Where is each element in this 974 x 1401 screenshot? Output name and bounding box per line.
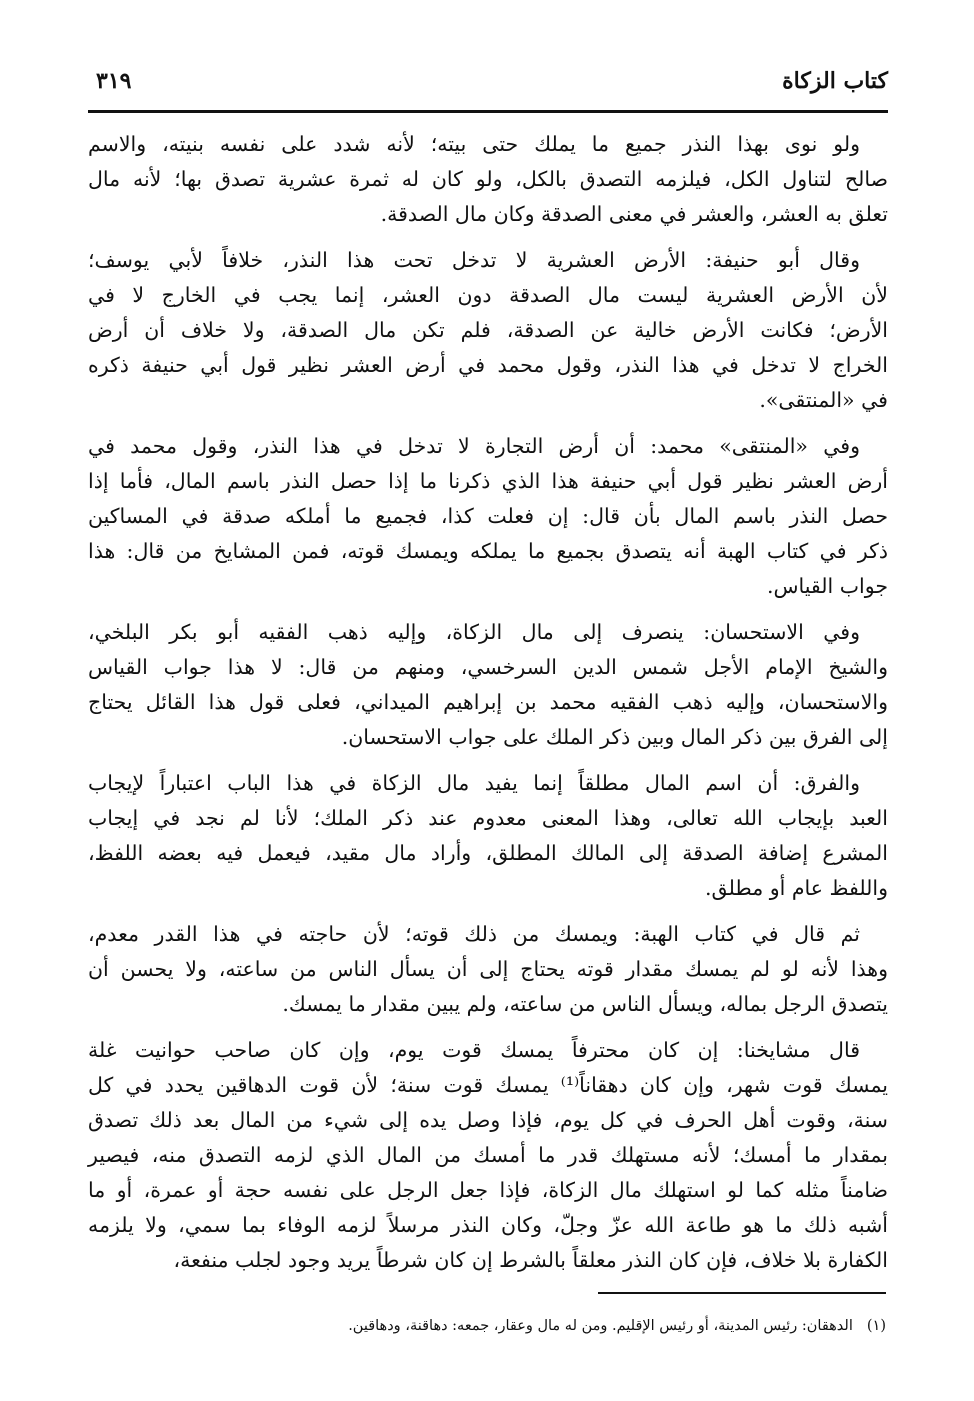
text-line: ضامناً مثله كما لو استهلك مال الزكاة، فإذا جعل الرجل على نفسه حجة أو عمرة، أو ما (88, 1178, 888, 1202)
page-header (88, 66, 888, 113)
footnote (348, 1318, 886, 1334)
text-line: حصل النذر باسم المال بأن قال: إن فعلت كذا، فجميع ما أملكه صدقة في المساكين (88, 504, 888, 528)
text-line: المشرع إضافة الصدقة إلى المالك المطلق، وأراد مال مقيد، فيعمل فيه بعضه اللفظ، (88, 841, 888, 865)
paragraph (88, 127, 888, 232)
text-line: تعلق به العشر، والعشر في معنى الصدقة وكان مال الصدقة. (380, 202, 888, 226)
text-line: واللفظ عام أو مطلق. (705, 876, 888, 900)
text-line: ثم قال في كتاب الهبة: ويمسك من ذلك قوته؛ لأن حاجته في هذا القدر معدم، (88, 922, 860, 946)
footnote-divider (598, 1292, 886, 1294)
text-line: إلى الفرق بين ذكر المال وبين ذكر الملك على جواب الاستحسان. (341, 725, 888, 749)
paragraph (88, 429, 888, 604)
text-line: يتصدق الرجل بماله، ويسأل الناس من ساعته، ولم يبين مقدار ما يمسك. (282, 992, 888, 1016)
text-line: والاستحسان، وإليه ذهب الفقيه محمد بن إبراهيم الميداني، فعلى قول هذا القائل يحتاج (88, 690, 888, 714)
page-body (88, 127, 888, 1289)
text-line: أشبه ذلك ما هو طاعة الله عزّ وجلّ، وكان النذر مرسلاً لزمه الوفاء بما سمي، ولا يلزمه (88, 1213, 888, 1237)
text-line: صالح لتناول الكل، فيلزمه التصدق بالكل، ولو كان له ثمرة عشرية تصدق بها؛ لأنه مال (88, 167, 888, 191)
text-line: بمقدار ما أمسك؛ لأنه مستهلك قدر ما أمسك من المال الذي لزمه التصدق منه، فيصير (88, 1143, 888, 1167)
text-line: الخراج لا تدخل في هذا النذر، وقول محمد في أرض العشر نظير قول أبي حنيفة ذكره (88, 353, 888, 377)
text-line: الكفارة بلا خلاف، فإن كان النذر معلقاً بالشرط إن كان شرطاً يريد وجود لجلب منفعة، (173, 1248, 888, 1272)
text-line: في «المنتقى». (759, 388, 888, 412)
paragraph (88, 917, 888, 1022)
chapter-title: كتاب الزكاة (782, 68, 888, 94)
text-line: والشيخ الإمام الأجل شمس الدين السرخسي، ومنهم من قال: لا هذا جواب القياس (88, 655, 888, 679)
text-line: والفرق: أن اسم المال مطلقاً إنما يفيد مال الزكاة في هذا الباب اعتباراً لإيجاب (88, 771, 860, 795)
text-line: سنة، وقوت أهل الحرف في كل يوم، فإذا وصل يده إلى شيء من المال بعد ذلك تصدق (88, 1108, 888, 1132)
text-line: وقال أبو حنيفة: الأرض العشرية لا تدخل تحت هذا النذر، خلافاً لأبي يوسف؛ (88, 248, 860, 272)
text-line: ولو نوى بهذا النذر جميع ما يملك حتى بيته؛ لأنه شدد على نفسه بنيته، والاسم (88, 132, 860, 156)
text-line: يمسك قوت شهر، وإن كان دهقاناً⁽¹⁾ يمسك قوت سنة؛ لأن قوت الدهاقين يحدد في كل (88, 1073, 888, 1097)
text-line: لأن الأرض العشرية ليست مال الصدقة دون العشر، إنما يجب في الخارج لا في (88, 283, 888, 307)
paragraph (88, 1033, 888, 1278)
text-line: العبد بإيجاب الله تعالى، وهذا المعنى معدوم عند ذكر الملك؛ لأنا لم نجد في إيجاب (88, 806, 888, 830)
paragraph (88, 766, 888, 906)
text-line: قال مشايخنا: إن كان محترفاً يمسك قوت يوم، وإن كان صاحب حوانيت غلة (88, 1038, 860, 1062)
footnote-text: الدهقان: رئيس المدينة، أو رئيس الإقليم. ومن له مال وعقار، جمعه: دهاقنة، ودهاقين. (348, 1318, 853, 1334)
text-line: جواب القياس. (766, 574, 888, 598)
footnote-number: (١) (866, 1318, 886, 1334)
text-line: الأرض؛ فكانت الأرض خالية عن الصدقة، فلم تكن مال الصدقة، ولا خلاف أن أرض (88, 318, 888, 342)
text-line: أرض العشر نظير قول أبي حنيفة هذا الذي ذكرنا ما إذا حصل النذر باسم المال، فأما إذا (88, 469, 888, 493)
text-line: وهذا لأنه لو لم يمسك مقدار قوته يحتاج إلى أن يسأل الناس من ساعته، ولا يحسن أن (88, 957, 888, 981)
text-line: ذكر في كتاب الهبة أنه يتصدق بجميع ما يملكه ويمسك قوته، فمن المشايخ من قال: هذا (88, 539, 888, 563)
paragraph (88, 243, 888, 418)
page-number: ٣١٩ (96, 68, 132, 94)
paragraph (88, 615, 888, 755)
text-line: وفي «المنتقى» محمد: أن أرض التجارة لا تدخل في هذا النذر، وقول محمد في (88, 434, 860, 458)
text-line: وفي الاستحسان: ينصرف إلى مال الزكاة، وإليه ذهب الفقيه أبو بكر البلخي، (88, 620, 860, 644)
